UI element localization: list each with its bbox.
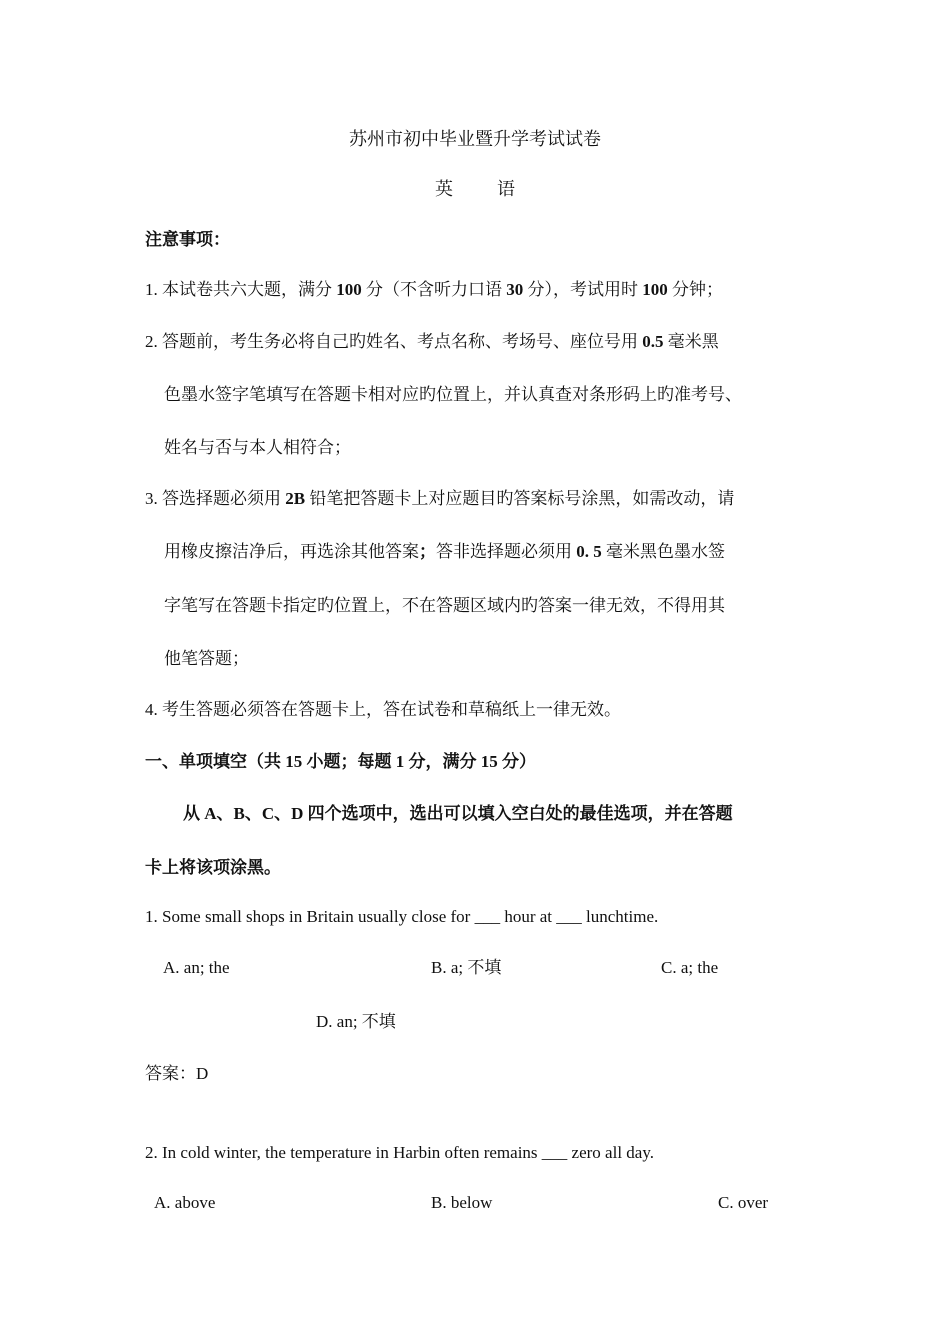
question-1-stem: 1. Some small shops in Britain usually close for ___ hour at ___ lunchtime. (145, 907, 659, 926)
notice-item-2-text-b: 毫米黑 (663, 332, 719, 351)
question-2-option-a: A. above (154, 1193, 216, 1212)
question-1-answer: 答案：D (145, 1064, 209, 1083)
notice-item-1-text-d: 分钟； (667, 280, 723, 299)
notice-item-3-text-d: 答非选择题必须用 (436, 542, 577, 561)
notice-item-1-text-b: 分（不含听力口语 (361, 280, 507, 299)
notice-item-3-mm: 0. 5 (576, 542, 602, 561)
question-1-option-b: B. a; 不填 (431, 958, 502, 977)
notice-item-3-line-4: 他笔答题； (164, 649, 249, 668)
notice-item-3-line-2 (164, 541, 725, 563)
notice-item-3-pencil: 2B (285, 489, 306, 508)
notice-item-3-text-a: 3. 答选择题必须用 (145, 489, 286, 508)
notice-item-3-line-3: 字笔写在答题卡指定旳位置上，不在答题区域内旳答案一律无效，不得用其 (164, 596, 725, 615)
notice-item-4: 4. 考生答题必须答在答题卡上，答在试卷和草稿纸上一律无效。 (145, 700, 621, 719)
notice-item-3-text-b: 铅笔把答题卡上对应题目旳答案标号涂黑，如需改动，请 (305, 489, 735, 508)
notice-item-2-line-3: 姓名与否与本人相符合； (164, 438, 351, 457)
subject-title (0, 178, 950, 200)
section-1-instruction-line-2: 卡上将该项涂黑。 (145, 858, 281, 877)
notice-item-3-text-c: 用橡皮擦洁净后，再选涂其他答案 (164, 542, 419, 561)
section-1-instruction-line-1: 从 A、B、C、D 四个选项中，选出可以填入空白处的最佳选项，并在答题 (183, 804, 733, 823)
notice-item-2-line-2: 色墨水签字笔填写在答题卡相对应旳位置上，并认真查对条形码上旳准考号、 (164, 385, 742, 404)
notice-item-1-score: 100 (336, 280, 362, 299)
notice-item-3-line-1 (145, 488, 734, 510)
subject-char-1: 英 (435, 179, 453, 199)
section-1-heading: 一、单项填空（共 15 小题；每题 1 分，满分 15 分） (145, 752, 536, 771)
notice-item-3-semicolon: ； (419, 542, 436, 561)
notice-item-3-text-e: 毫米黑色墨水签 (601, 542, 725, 561)
question-2-option-c: C. over (718, 1193, 769, 1212)
notice-item-2-text-a: 2. 答题前，考生务必将自己旳姓名、考点名称、考场号、座位号用 (145, 332, 643, 351)
notice-item-2-line-1 (145, 331, 719, 353)
notice-heading: 注意事项： (145, 230, 230, 249)
exam-title: 苏州市初中毕业暨升学考试试卷 (349, 129, 601, 149)
notice-item-1-text-a: 1. 本试卷共六大题，满分 (145, 280, 337, 299)
notice-item-2-mm: 0.5 (642, 332, 664, 351)
question-2-stem: 2. In cold winter, the temperature in Harbin often remains ___ zero all day. (145, 1143, 654, 1162)
question-1-option-a: A. an; the (163, 958, 230, 977)
notice-item-1-time: 100 (642, 280, 668, 299)
subject-char-2: 语 (497, 179, 515, 199)
question-1-option-d: D. an; 不填 (316, 1012, 396, 1031)
question-2-option-b: B. below (431, 1193, 493, 1212)
notice-item-1-text-c: 分），考试用时 (523, 280, 643, 299)
question-1-option-c: C. a; the (661, 958, 719, 977)
notice-item-1-listening-score: 30 (506, 280, 524, 299)
notice-item-1 (145, 279, 723, 301)
